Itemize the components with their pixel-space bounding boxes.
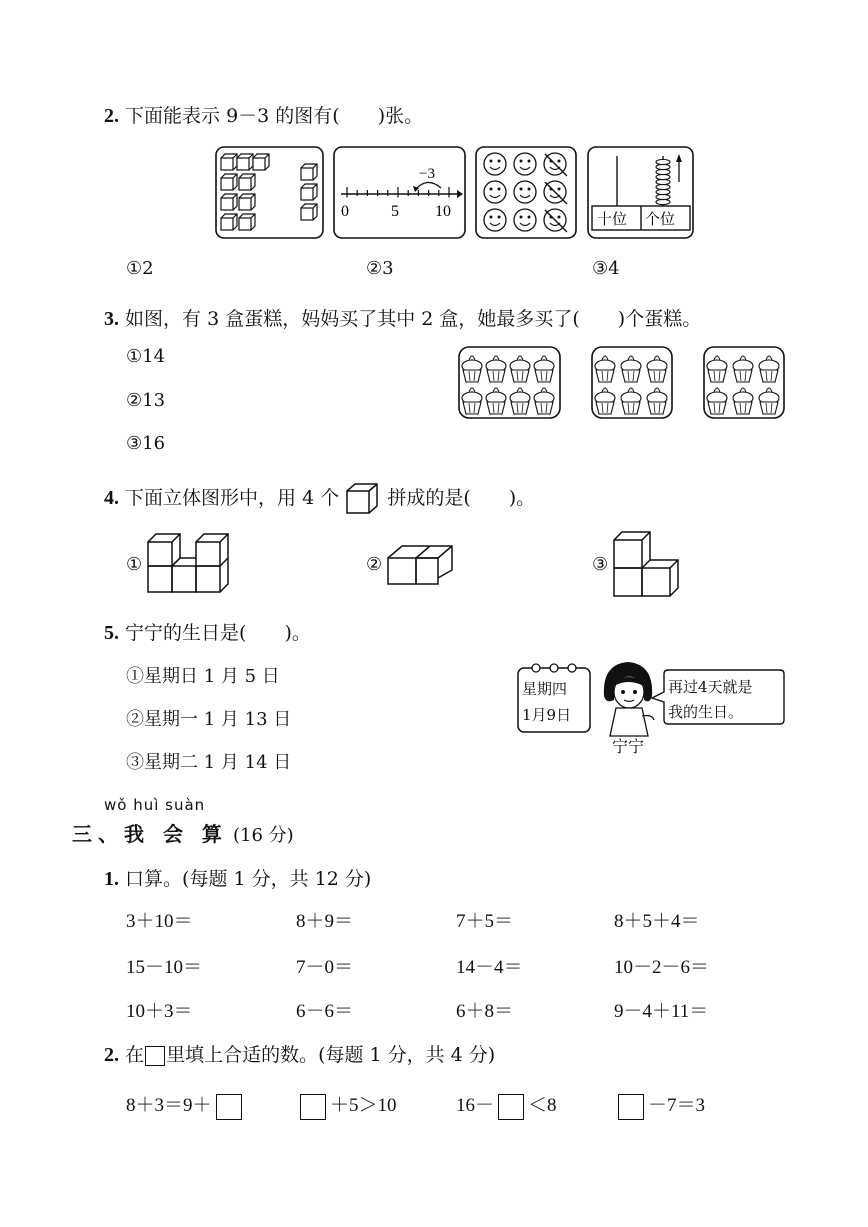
answer-box[interactable] (300, 1094, 326, 1120)
question-number: 4. (104, 487, 119, 509)
q4-option-2[interactable]: ② (366, 554, 383, 575)
calc-item: 10＋3＝ (126, 1001, 193, 1022)
fill-item-text: 8＋3＝9＋ (126, 1095, 212, 1116)
cupcake-icon (707, 356, 727, 382)
bead-icon (656, 179, 670, 184)
cupcake-icon (733, 356, 753, 382)
answer-box[interactable] (216, 1094, 242, 1120)
cupcake-icon (733, 388, 753, 414)
tens-label: 十位 (597, 210, 628, 228)
cupcake-icon (462, 388, 482, 414)
question-3 (104, 304, 701, 331)
ones-label: 个位 (645, 210, 676, 228)
tick-label-5: 5 (391, 203, 399, 220)
cupcake-icon (621, 388, 641, 414)
calc-item: 7＋5＝ (456, 911, 514, 932)
cube-icon (345, 482, 381, 516)
calc-item: 8＋5＋4＝ (614, 911, 700, 932)
calc-item: 8＋9＝ (296, 911, 354, 932)
cake-box-1 (458, 346, 562, 420)
question-text-before: 下面立体图形中，用 4 个 (125, 487, 340, 509)
section-pinyin: wǒ huì suàn (104, 796, 206, 814)
bead-icon (656, 189, 670, 194)
smiley-face-icon (544, 153, 567, 176)
calc-item: 9－4＋11＝ (614, 1001, 709, 1022)
question-number: 1. (104, 868, 119, 890)
calc-item: 6＋8＝ (456, 1001, 514, 1022)
smiley-face-icon (514, 153, 536, 175)
calc-item: 6－6＝ (296, 1001, 354, 1022)
question-number: 5. (104, 622, 119, 644)
fill-item-text: 16－ (456, 1095, 495, 1116)
bead-icon (656, 184, 670, 189)
speech-line-1: 再过4天就是 (668, 678, 753, 696)
fill-item-4 (614, 1090, 705, 1120)
girl-name: 宁宁 (612, 737, 645, 756)
cupcake-icon (707, 388, 727, 414)
cupcake-icon (510, 356, 530, 382)
calendar-date: 1月9日 (522, 706, 572, 724)
q4-option-3[interactable]: ③ (592, 554, 609, 575)
figure-number-line (333, 146, 467, 240)
tick-label-0: 0 (341, 203, 349, 220)
figure-smiley-faces (475, 146, 578, 240)
q2-option-3[interactable]: ③4 (592, 258, 620, 279)
shape-option-3 (612, 530, 682, 600)
bead-icon (656, 159, 670, 164)
cupcake-icon (647, 388, 667, 414)
section-3-heading (72, 818, 294, 847)
question-text-before: 在 (125, 1044, 145, 1066)
question-number: 2. (104, 1044, 119, 1066)
cupcake-icon (486, 356, 506, 382)
question-number: 2. (104, 105, 119, 127)
bead-icon (656, 164, 670, 169)
q5-option-1[interactable]: ①星期日 1 月 5 日 (126, 666, 280, 687)
smiley-face-icon (484, 209, 506, 231)
tick-label-10: 10 (435, 203, 451, 220)
q3-option-1[interactable]: ①14 (126, 346, 166, 367)
smiley-face-icon (484, 153, 506, 175)
calc-item: 14－4＝ (456, 957, 523, 978)
q2-option-2[interactable]: ②3 (366, 258, 394, 279)
bead-icon (656, 169, 670, 174)
question-4 (104, 482, 535, 516)
cupcake-icon (759, 388, 779, 414)
question-text: 如图，有 3 盒蛋糕，妈妈买了其中 2 盒，她最多买了( )个蛋糕。 (125, 308, 702, 330)
fill-item-text: ＜8 (528, 1095, 557, 1116)
square-icon (145, 1046, 165, 1066)
fill-item-text: ＋5＞10 (330, 1095, 397, 1116)
speech-line-2: 我的生日。 (668, 703, 744, 721)
question-text-after: 里填上合适的数。(每题 1 分，共 4 分) (166, 1044, 496, 1066)
smiley-face-icon (544, 209, 567, 232)
minus-three-label: −3 (419, 166, 435, 182)
cupcake-icon (510, 388, 530, 414)
answer-box[interactable] (618, 1094, 644, 1120)
calc-item: 15－10＝ (126, 957, 203, 978)
q5-option-3[interactable]: ③星期二 1 月 14 日 (126, 752, 292, 773)
question-text-after: 拼成的是( )。 (387, 487, 536, 509)
fill-item-3 (456, 1090, 557, 1120)
cube-icon (221, 154, 237, 170)
question-text: 口算。(每题 1 分，共 12 分) (125, 868, 372, 890)
cupcake-icon (462, 356, 482, 382)
cupcake-icon (534, 388, 554, 414)
section-title: 三、我 会 算 (72, 822, 228, 846)
bead-icon (656, 199, 670, 204)
cupcake-icon (595, 388, 615, 414)
figure-cubes (215, 146, 325, 240)
s3-question-1 (104, 864, 371, 891)
calc-item: 10－2－6＝ (614, 957, 710, 978)
smiley-face-icon (514, 181, 536, 203)
q5-option-2[interactable]: ②星期一 1 月 13 日 (126, 709, 292, 730)
smiley-face-icon (544, 181, 567, 204)
q2-option-1[interactable]: ①2 (126, 258, 154, 279)
q3-option-2[interactable]: ②13 (126, 390, 166, 411)
fill-item-1 (126, 1090, 246, 1120)
section-score: (16 分) (233, 825, 294, 846)
calendar-weekday: 星期四 (522, 680, 568, 698)
cupcake-icon (534, 356, 554, 382)
question-5 (104, 618, 311, 645)
calc-item: 7－0＝ (296, 957, 354, 978)
q4-option-1[interactable]: ① (126, 554, 143, 575)
figure-abacus (587, 146, 695, 240)
question-text: 宁宁的生日是( )。 (125, 622, 311, 644)
question-2 (104, 101, 423, 128)
s3-question-2 (104, 1040, 495, 1067)
answer-box[interactable] (498, 1094, 524, 1120)
cupcake-icon (486, 388, 506, 414)
calc-item: 3＋10＝ (126, 911, 193, 932)
bead-icon (656, 174, 670, 179)
question-number: 3. (104, 308, 119, 330)
bead-icon (656, 194, 670, 199)
fill-item-text: －7＝3 (648, 1095, 706, 1116)
q3-option-3[interactable]: ③16 (126, 433, 166, 454)
cupcake-icon (621, 356, 641, 382)
cake-box-3 (703, 346, 786, 420)
cupcake-icon (647, 356, 667, 382)
cupcake-icon (595, 356, 615, 382)
question-text: 下面能表示 9－3 的图有( )张。 (125, 105, 424, 127)
shape-option-2 (386, 540, 456, 588)
shape-option-1 (146, 532, 234, 596)
cupcake-icon (759, 356, 779, 382)
cake-box-2 (591, 346, 674, 420)
smiley-face-icon (514, 209, 536, 231)
smiley-face-icon (484, 181, 506, 203)
fill-item-2 (296, 1090, 397, 1120)
